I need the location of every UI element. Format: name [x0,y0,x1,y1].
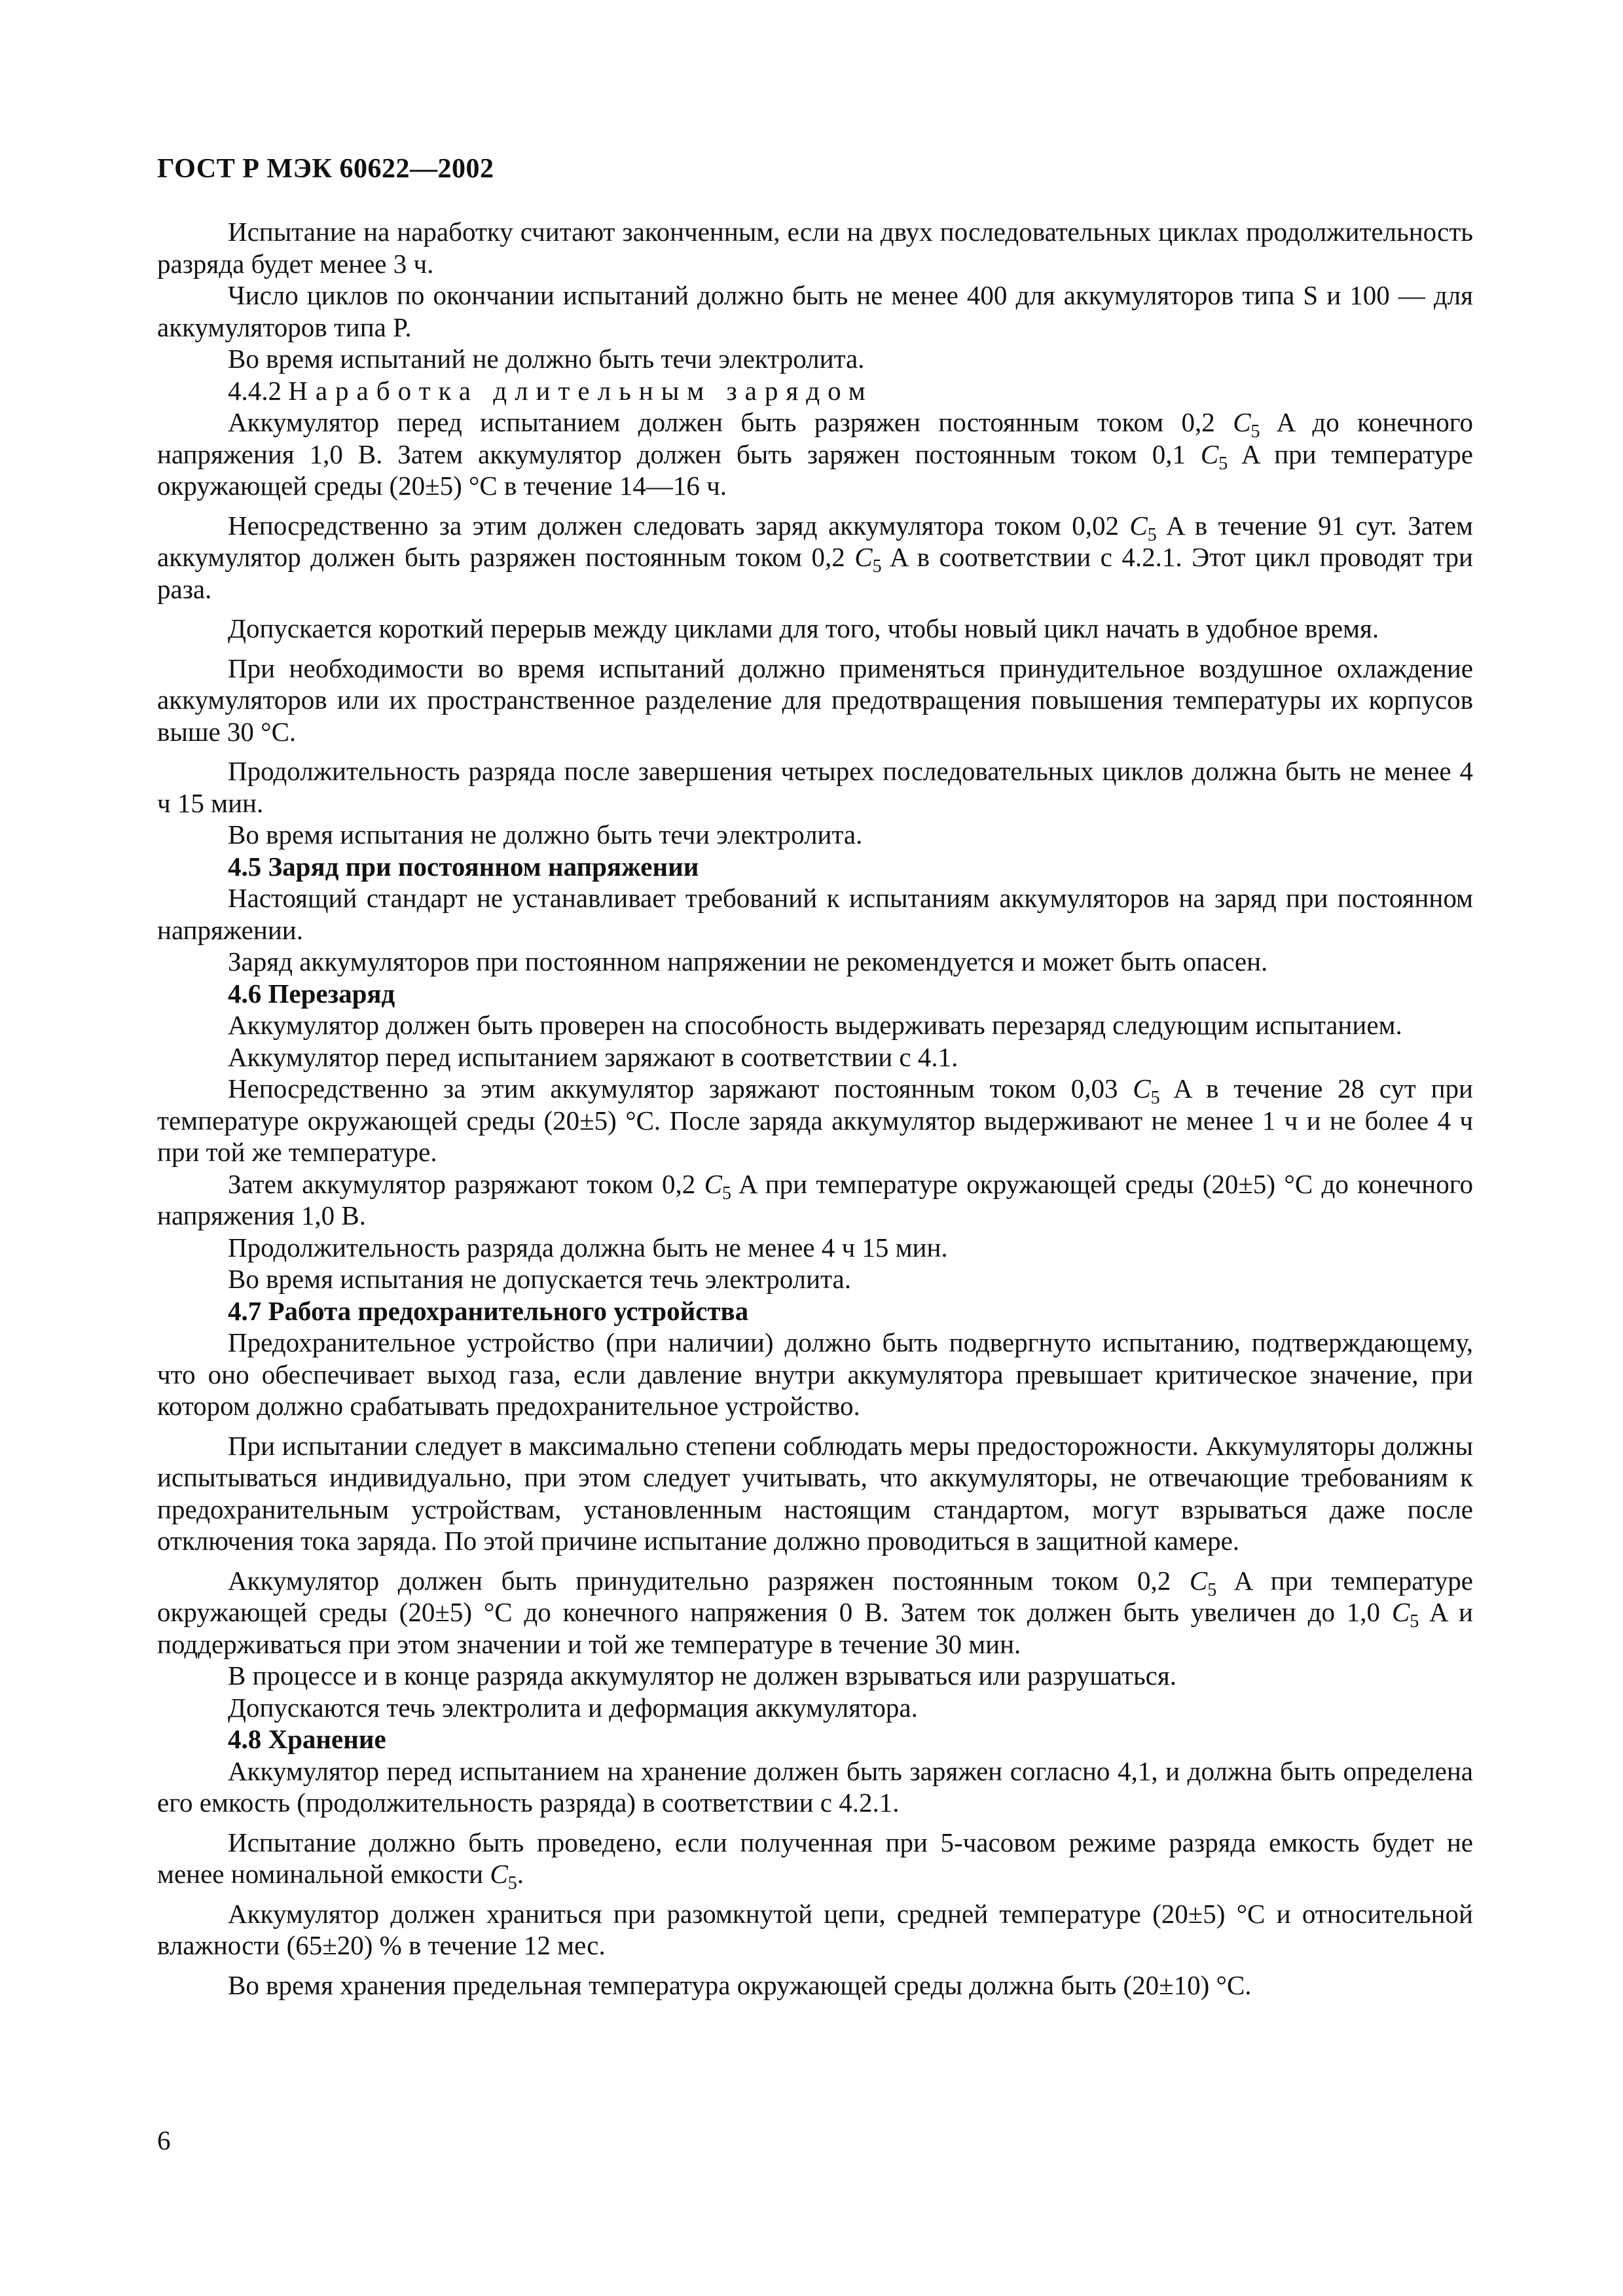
paragraph: Допускается короткий перерыв между циклами для того, чтобы новый цикл начать в удобное время. [228,613,1379,643]
paragraph: Продолжительность разряда после завершения четырех последовательных циклов должна быть не менее 4 ч 15 мин. [157,756,1473,818]
paragraph: Заряд аккумуляторов при постоянном напряжении не рекомендуется и может быть опасен. [228,946,1268,977]
subsection-number: 4.4.2 [228,375,282,406]
paragraph: Допускаются течь электролита и деформация аккумулятора. [228,1692,918,1723]
paragraph: При необходимости во время испытаний должно применяться принудительное воздушное охлаждение аккумуляторов или их пространственное разделение для предотвращения повышения температуры их корпусов выше 30 °С. [157,653,1473,747]
document-page [157,151,1473,2001]
paragraph: Аккумулятор должен быть проверен на способность выдерживать перезаряд следующим испытанием. [228,1010,1402,1040]
paragraph: Непосредственно за этим должен следовать заряд аккумулятора током 0,02 $C_5$ A в течение 91 сут. Затем аккумулятор должен быть разряжен постоянным током 0,2 $C_5$ A в соответствии с 4.2.1. Этот цикл проводят три раза. [157,510,1473,604]
paragraph: Затем аккумулятор разряжают током 0,2 $C_5$ A при температуре окружающей среды (20±5) °С до конечного напряжения 1,0 В. [157,1168,1473,1230]
subsection-heading-4-4-2 [157,375,1473,407]
subsection-title: Наработка длительным зарядом [288,375,873,406]
paragraph: Во время испытания не должно быть течи электролита. [228,819,863,850]
paragraph: Во время испытаний не должно быть течи электролита. [228,344,865,374]
document-body [157,216,1473,2001]
paragraph: Предохранительное устройство (при наличии) должно быть подвергнуто испытанию, подтверждающему, что оно обеспечивает выход газа, если давление внутри аккумулятора превышает критическое значение, при котором должно срабатывать предохранительное устройство. [157,1327,1473,1421]
paragraph: Аккумулятор перед испытанием на хранение должен быть заряжен согласно 4,1, и должна быть определена его емкость (продолжительность разряда) в соответствии с 4.2.1. [157,1755,1473,1818]
paragraph: Аккумулятор должен храниться при разомкнутой цепи, средней температуре (20±5) °С и относительной влажности (65±20) % в течение 12 мес. [157,1898,1473,1960]
section-heading-4-8: 4.8 Хранение [228,1724,386,1754]
paragraph: Аккумулятор перед испытанием должен быть разряжен постоянным током 0,2 $C_5$ A до конечного напряжения 1,0 В. Затем аккумулятор должен быть заряжен постоянным током 0,1 $C_5$ A при температуре окружающей среды (20±5) °С в течение 14—16 ч. [157,407,1473,501]
paragraph: В процессе и в конце разряда аккумулятор не должен взрываться или разрушаться. [228,1660,1176,1691]
paragraph: Во время хранения предельная температура окружающей среды должна быть (20±10) °С. [228,1969,1252,2000]
paragraph: Число циклов по окончании испытаний должно быть не менее 400 для аккумуляторов типа S и 100 — для аккумуляторов типа P. [157,280,1473,342]
paragraph: Аккумулятор перед испытанием заряжают в соответствии с 4.1. [228,1041,958,1072]
page-number: 6 [157,2125,171,2155]
paragraph: Испытание на наработку считают законченным, если на двух последовательных циклах продолжительность разряда будет менее 3 ч. [157,217,1473,279]
paragraph: Во время испытания не допускается течь электролита. [228,1264,851,1294]
paragraph: Испытание должно быть проведено, если полученная при 5-часовом режиме разряда емкость будет не менее номинальной емкости $C_5$. [157,1827,1473,1894]
section-heading-4-7: 4.7 Работа предохранительного устройства [228,1295,749,1326]
paragraph: При испытании следует в максимально степени соблюдать меры предосторожности. Аккумуляторы должны испытываться индивидуально, при этом следует учитывать, что аккумуляторы, не отвечающие требованиям к предохранительным устройствам, установленным настоящим стандартом, могут взрываться даже после отключения тока заряда. По этой причине испытание должно проводиться в защитной камере. [157,1430,1473,1556]
document-header: ГОСТ Р МЭК 60622—2002 [157,154,494,184]
paragraph: Настоящий стандарт не устанавливает требований к испытаниям аккумуляторов на заряд при постоянном напряжении. [157,883,1473,945]
paragraph: Непосредственно за этим аккумулятор заряжают постоянным током 0,03 $C_5$ A в течение 28 сут при температуре окружающей среды (20±5) °С. После заряда аккумулятор выдерживают не менее 1 ч и не более 4 ч при той же температуре. [157,1073,1473,1167]
section-heading-4-6: 4.6 Перезаряд [228,978,395,1009]
paragraph: Продолжительность разряда должна быть не менее 4 ч 15 мин. [228,1232,948,1263]
paragraph: Аккумулятор должен быть принудительно разряжен постоянным током 0,2 $C_5$ A при температуре окружающей среды (20±5) °С до конечного напряжения 0 В. Затем ток должен быть увеличен до 1,0 $C_5$ A и поддерживаться при этом значении и той же температуре в течение 30 мин. [157,1565,1473,1659]
section-heading-4-5: 4.5 Заряд при постоянном напряжении [228,851,699,882]
